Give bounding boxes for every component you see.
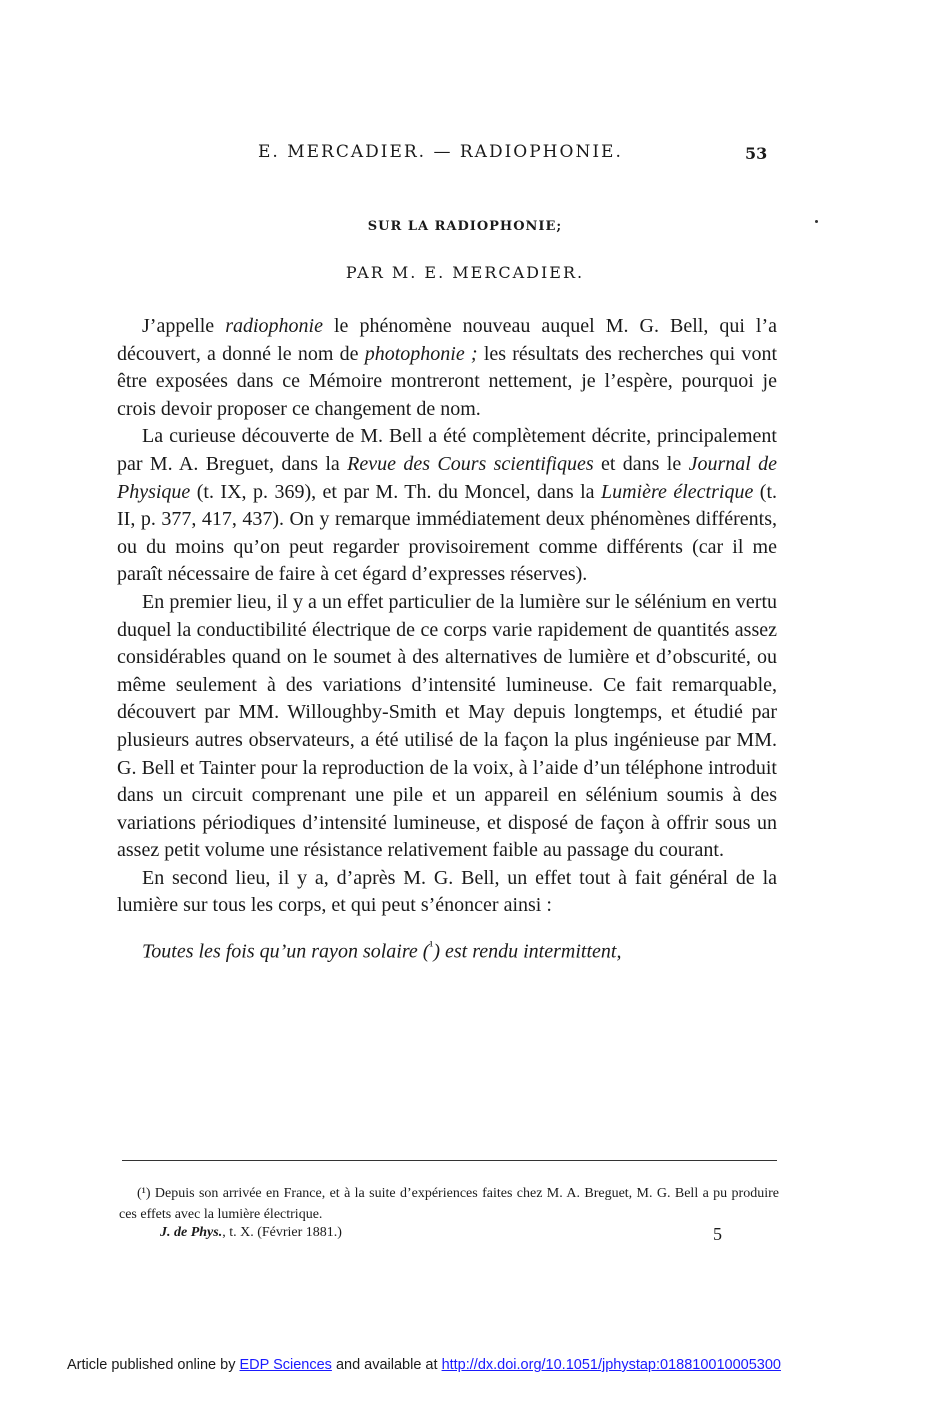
text-segment: En second lieu, il y a, d’après M. G. Bell, un effet tout à fait général de la lumière sur tous les corps, et qui peut s’énoncer ainsi : (117, 866, 777, 917)
page-number: 53 (745, 144, 768, 163)
italic-term: Lumière électrique (600, 480, 754, 503)
journal-reference (160, 1225, 342, 1241)
paragraph-4 (117, 865, 777, 920)
italic-term: Journal de Physique (117, 452, 778, 503)
italic-term: photophonie ; (364, 342, 478, 365)
italic-term: radiophonie (225, 315, 323, 337)
paragraph-1 (117, 313, 777, 423)
paragraph-2 (117, 423, 777, 589)
article-title: SUR LA RADIOPHONIE; (367, 219, 563, 234)
footnote-mark-label: (¹) (137, 1186, 151, 1201)
signature-mark: 5 (713, 1224, 722, 1244)
text-segment: (t. IX, p. 369), et par M. Th. du Moncel, dans la (190, 480, 601, 503)
italic-statement (117, 932, 777, 966)
article-author: PAR M. E. MERCADIER. (345, 263, 585, 282)
journal-details: , t. X. (Février 1881.) (222, 1225, 342, 1240)
footnote-text: Depuis son arrivée en France, et à la suite d’expériences faites chez M. A. Breguet, M. G. Bell a pu produire ces effets avec la lumière électrique. (119, 1186, 779, 1222)
text-segment: J’appelle (142, 315, 226, 337)
running-title: E. MERCADIER. — RADIOPHONIE. (258, 142, 623, 162)
publisher-link[interactable]: EDP Sciences (239, 1357, 332, 1373)
article-body (117, 313, 777, 966)
journal-name: J. de Phys. (160, 1225, 223, 1240)
publication-note (67, 1357, 781, 1373)
italic-statement-after: ) est rendu intermittent, (433, 940, 622, 963)
text-segment: En premier lieu, il y a un effet particulier de la lumière sur le sélénium en vertu duquel la conductibilité électrique de ce corps varie rapidement de quantités assez considérables quand on le soumet à des alternatives de lumière et d’obscurité, ou même seulement à des variations d’intensité lumineuse. Ce fait remarquable, découvert par MM. Willoughby-Smith et May depuis longtemps, et étudié par plusieurs autres observateurs, a été utilisé de la façon la plus ingénieuse par MM. G. Bell et Tainter pour la reproduction de la voix, à l’aide d’un téléphone introduit dans un circuit comprenant une pile et un appareil en sélénium soumis à des variations périodiques d’intensité lumineuse, et disposé de façon à offrir sous un assez petit volume une résistance relativement faible au passage du courant. (117, 590, 777, 862)
footnote (119, 1183, 779, 1225)
text-segment: (t. II, p. 377, 417, 437). On y remarque immédiatement deux phénomènes différents, ou du moins qu’on peut regarder provisoirement comme différents (car il me paraît nécessaire de faire à cet égard d’expresses réserves). (117, 480, 777, 586)
publication-prefix: Article published online by (67, 1357, 240, 1373)
text-segment: et dans le (593, 452, 689, 475)
footnote-mark: ¹ (429, 938, 434, 954)
text-segment: les résultats des recherches qui vont être exposées dans ce Mémoire montreront nettement, je l’espère, pourquoi je crois devoir proposer ce changement de nom. (117, 342, 778, 420)
doi-link[interactable]: http://dx.doi.org/10.1051/jphystap:018810010005300 (441, 1357, 781, 1373)
italic-term: Revue des Cours scientifiques (347, 452, 594, 475)
paragraph-3 (117, 589, 777, 865)
publication-middle: and available at (331, 1357, 442, 1373)
footnote-rule (122, 1160, 777, 1161)
text-segment: le phénomène nouveau auquel M. G. Bell, qui l’a découvert, a donné le nom de (117, 315, 777, 365)
text-segment: La curieuse découverte de M. Bell a été complètement décrite, principalement par M. A. Breguet, dans la (117, 425, 777, 475)
italic-statement-before: Toutes les fois qu’un rayon solaire ( (142, 940, 430, 963)
